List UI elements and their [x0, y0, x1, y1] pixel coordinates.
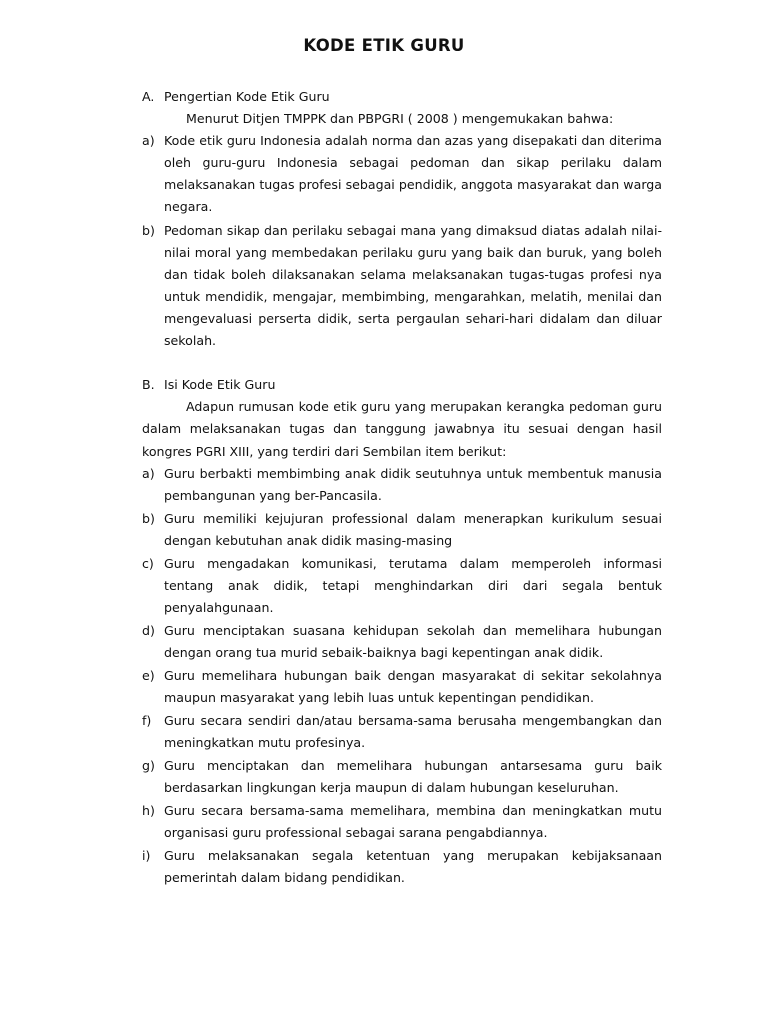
item-label: g) [142, 758, 155, 774]
item-text: Guru secara sendiri dan/atau bersama-sama berusaha mengembangkan dan meningkatkan mutu profesinya. [164, 713, 662, 751]
list-item [142, 845, 662, 889]
list-item [142, 665, 662, 709]
item-label: f) [142, 713, 152, 729]
page-title: KODE ETIK GURU [303, 36, 465, 55]
item-text: Guru menciptakan suasana kehidupan sekolah dan memelihara hubungan dengan orang tua murid sebaik-baiknya bagi kepentingan anak didik. [164, 623, 662, 661]
item-label: e) [142, 668, 155, 684]
section-a-title: Pengertian Kode Etik Guru [164, 89, 330, 104]
item-text: Guru memelihara hubungan baik dengan masyarakat di sekitar sekolahnya maupun masyarakat yang lebih luas untuk kepentingan pendidikan. [164, 668, 662, 706]
document-body [142, 86, 662, 889]
list-item [142, 755, 662, 799]
list-item [142, 130, 662, 218]
list-item [142, 463, 662, 507]
item-label: b) [142, 511, 155, 527]
item-text: Pedoman sikap dan perilaku sebagai mana yang dimaksud diatas adalah nilai-nilai moral yang membedakan perilaku guru yang baik dan buruk, yang boleh dan tidak boleh dilaksanakan selama melaksanakan tugas-tugas profesi nya untuk mendidik, mengajar, membimbing, mengarahkan, melatih, menilai dan mengevaluasi perserta didik, serta pergaulan sehari-hari didalam dan diluar sekolah. [164, 223, 662, 348]
list-item [142, 508, 662, 552]
section-b-heading [142, 374, 662, 396]
item-label: c) [142, 556, 154, 572]
list-item [142, 553, 662, 619]
list-item [142, 220, 662, 352]
list-item [142, 620, 662, 664]
section-a-intro: Menurut Ditjen TMPPK dan PBPGRI ( 2008 ) mengemukakan bahwa: [186, 111, 614, 126]
section-a-heading [142, 86, 662, 108]
item-label: a) [142, 133, 155, 148]
item-label: a) [142, 466, 155, 482]
item-text: Guru memiliki kejujuran professional dalam menerapkan kurikulum sesuai dengan kebutuhan anak didik masing-masing [164, 511, 662, 549]
item-text: Guru mengadakan komunikasi, terutama dalam memperoleh informasi tentang anak didik, tetapi menghindarkan diri dari segala bentuk penyalahgunaan. [164, 556, 662, 616]
list-item [142, 710, 662, 754]
list-item [142, 800, 662, 844]
item-label: d) [142, 623, 155, 639]
section-b-title: Isi Kode Etik Guru [164, 377, 276, 392]
item-text: Kode etik guru Indonesia adalah norma dan azas yang disepakati dan diterima oleh guru-guru Indonesia sebagai pedoman dan sikap perilaku dalam melaksanakan tugas profesi sebagai pendidik, anggota masyarakat dan warga negara. [164, 133, 662, 214]
section-b-intro: Adapun rumusan kode etik guru yang merupakan kerangka pedoman guru dalam melaksanakan tugas dan tanggung jawabnya itu sesuai dengan hasil kongres PGRI XIII, yang terdiri dari Sembilan item berikut: [142, 399, 662, 459]
item-label: i) [142, 848, 151, 864]
item-label: h) [142, 803, 155, 819]
item-label: b) [142, 223, 155, 238]
item-text: Guru menciptakan dan memelihara hubungan antarsesama guru baik berdasarkan lingkungan kerja maupun di dalam hubungan keseluruhan. [164, 758, 662, 796]
item-text: Guru secara bersama-sama memelihara, membina dan meningkatkan mutu organisasi guru professional sebagai sarana pengabdiannya. [164, 803, 662, 841]
section-a-letter: A. [142, 89, 155, 104]
item-text: Guru melaksanakan segala ketentuan yang merupakan kebijaksanaan pemerintah dalam bidang pendidikan. [164, 848, 662, 886]
item-text: Guru berbakti membimbing anak didik seutuhnya untuk membentuk manusia pembangunan yang ber-Pancasila. [164, 466, 662, 504]
section-b-letter: B. [142, 377, 155, 392]
